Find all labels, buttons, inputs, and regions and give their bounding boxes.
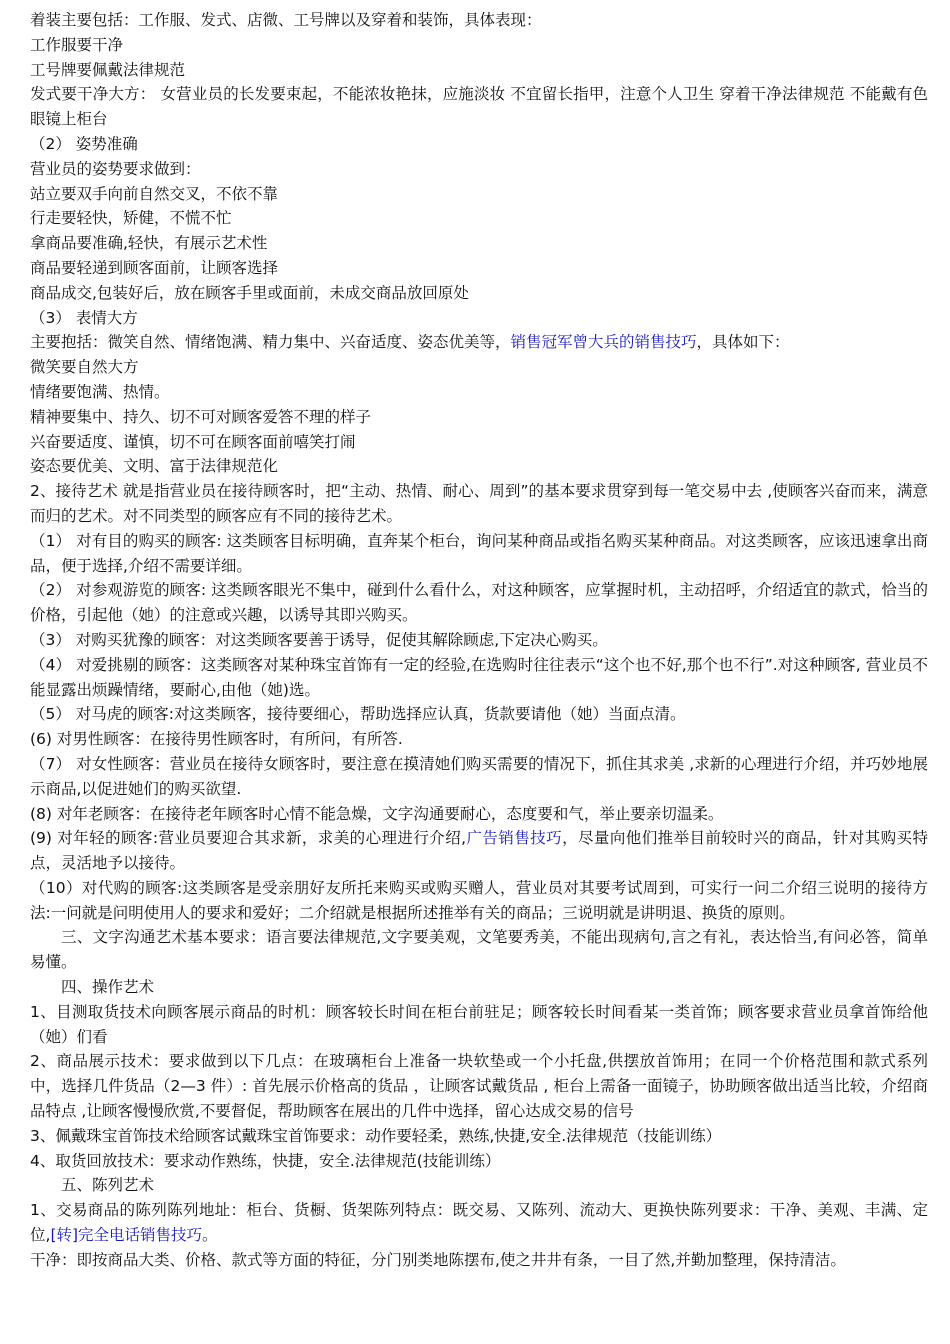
paragraph — [30, 752, 928, 802]
paragraph-text: (9) 对年轻的顾客:营业员要迎合其求新，求美的心理进行介绍, — [30, 829, 467, 848]
paragraph — [30, 454, 928, 479]
paragraph-text: 情绪要饱满、热情。 — [30, 382, 170, 401]
paragraph — [30, 529, 928, 579]
paragraph-text: 五、陈列艺术 — [61, 1176, 155, 1195]
paragraph — [30, 132, 928, 157]
paragraph-text: （4） 对爱挑剔的顾客：这类顾客对某种珠宝首饰有一定的经验,在选购时往往表示“这个也不好,那个也不行”.对这种顾客, 营业员不能显露出烦躁情绪，要耐心,由他（她)选。 — [30, 655, 928, 699]
paragraph-text: 4、取货回放技术：要求动作熟练，快捷，安全.法律规范(技能训练） — [30, 1151, 501, 1170]
paragraph-text: （10）对代购的顾客:这类顾客是受亲朋好友所托来购买或购买赠人，营业员对其要考试周到，可实行一问二介绍三说明的接待方法:一问就是问明使用人的要求和爱好；二介绍就是根据所述推举有关的商品；三说明就是讲明退、换货的原则。 — [30, 878, 928, 922]
paragraph — [30, 58, 928, 83]
paragraph — [30, 405, 928, 430]
paragraph-text: 拿商品要准确,轻快，有展示艺术性 — [30, 234, 268, 253]
paragraph — [30, 281, 928, 306]
paragraph — [30, 826, 928, 876]
paragraph — [30, 975, 928, 1000]
paragraph-text: (8) 对年老顾客：在接待老年顾客时心情不能急燥，文字沟通要耐心，态度要和气，举止要亲切温柔。 — [30, 804, 724, 823]
paragraph — [30, 1000, 928, 1050]
paragraph — [30, 182, 928, 207]
paragraph — [30, 727, 928, 752]
inline-link[interactable]: [转]完全电话销售技巧 — [50, 1226, 203, 1245]
paragraph-text: 营业员的姿势要求做到： — [30, 159, 201, 178]
paragraph-text: 微笑要自然大方 — [30, 358, 139, 377]
paragraph-text: ，尽量向他们推举目前较时兴的商品，针对其购买特点，灵活地予以接待。 — [30, 829, 928, 873]
paragraph-text: 精神要集中、持久、切不可对顾客爱答不理的样子 — [30, 407, 372, 426]
paragraph-text: 。 — [202, 1226, 218, 1245]
document-page — [30, 8, 928, 1273]
paragraph-text: 1、交易商品的陈列陈列地址：柜台、货橱、货架陈列特点：既交易、又陈列、流动大、更换快陈列要求：干净、美观、丰满、定位, — [30, 1201, 928, 1245]
inline-link[interactable]: 销售冠军曾大兵的销售技巧 — [510, 333, 697, 352]
paragraph — [30, 876, 928, 926]
paragraph-text: （7） 对女性顾客：营业员在接待女顾客时，要注意在摸清她们购买需要的情况下，抓住其求美 ,求新的心理进行介绍，并巧妙地展示商品,以促进她们的购买欲望. — [30, 754, 928, 798]
paragraph — [30, 355, 928, 380]
paragraph — [30, 802, 928, 827]
paragraph-text: 四、操作艺术 — [61, 978, 155, 997]
paragraph — [30, 1049, 928, 1123]
paragraph-text: 行走要轻快，矫健，不慌不忙 — [30, 209, 232, 228]
paragraph — [30, 702, 928, 727]
paragraph-text: （3） 对购买犹豫的顾客：对这类顾客要善于诱导，促使其解除顾虑,下定决心购买。 — [30, 630, 608, 649]
paragraph-text: 2、接待艺术 就是指营业员在接待顾客时，把“主动、热情、耐心、周到”的基本要求贯穿到每一笔交易中去 ,使顾客兴奋而来，满意而归的艺术。对不同类型的顾客应有不同的接待艺术。 — [30, 482, 928, 525]
paragraph — [30, 231, 928, 256]
paragraph — [30, 256, 928, 281]
paragraph-text: （2） 对参观游览的顾客: 这类顾客眼光不集中，碰到什么看什么，对这种顾客，应掌握时机，主动招呼，介绍适宜的款式，恰当的价格，引起他（她）的注意或兴趣，以诱导其即兴购买。 — [30, 581, 928, 625]
paragraph — [30, 1149, 928, 1174]
paragraph-text: (6) 对男性顾客：在接待男性顾客时，有所问，有所答. — [30, 730, 403, 749]
paragraph — [30, 578, 928, 628]
paragraph-text: （3） 表情大方 — [30, 308, 138, 327]
paragraph — [30, 157, 928, 182]
paragraph — [30, 653, 928, 703]
paragraph — [30, 206, 928, 231]
paragraph — [30, 628, 928, 653]
paragraph-text: 2、商品展示技术：要求做到以下几点：在玻璃柜台上准备一块软垫或一个小托盘,供摆放首饰用；在同一个价格范围和款式系列中，选择几件货品（2—3 件）: 首先展示价格高的货品 ，让顾客试戴货品 , 柜台上需备一面镜子，协助顾客做出适当比较，介绍商品特点 ,让顾客慢慢欣赏,不要督促，帮助顾客在展出的几件中选择，留心达成交易的信号 — [30, 1052, 928, 1121]
paragraph-text: 着装主要包括：工作服、发式、店微、工号牌以及穿着和装饰，具体表现： — [30, 11, 542, 29]
inline-link[interactable]: 广告销售技巧 — [466, 829, 563, 848]
paragraph-text: （1） 对有目的购买的顾客: 这类顾客目标明确，直奔某个柜台，询问某种商品或指名购买某种商品。对这类顾客，应该迅速拿出商品，便于选择,介绍不需要详细。 — [30, 531, 928, 575]
paragraph — [30, 8, 928, 33]
paragraph-text: 商品要轻递到顾客面前，让顾客选择 — [30, 258, 279, 277]
paragraph-text: 站立要双手向前自然交叉，不依不靠 — [30, 184, 279, 203]
paragraph-text: 发式要干净大方： 女营业员的长发要束起，不能浓妆艳抹，应施淡妆 不宜留长指甲，注意个人卫生 穿着干净法律规范 不能戴有色眼镜上柜台 — [30, 85, 928, 129]
paragraph — [30, 1198, 928, 1248]
paragraph — [30, 925, 928, 975]
paragraph-text: 工号牌要佩戴法律规范 — [30, 60, 186, 79]
paragraph-text: 商品成交,包装好后，放在顾客手里或面前，未成交商品放回原处 — [30, 283, 469, 302]
paragraph-text: 主要抱括：微笑自然、情绪饱满、精力集中、兴奋适度、姿态优美等， — [30, 333, 511, 352]
paragraph-text: ，具体如下： — [696, 333, 790, 352]
paragraph-text: 兴奋要适度、谨慎，切不可在顾客面前嘻笑打闹 — [30, 432, 356, 451]
paragraph — [30, 380, 928, 405]
paragraph — [30, 430, 928, 455]
paragraph — [30, 1173, 928, 1198]
paragraph — [30, 479, 928, 529]
paragraph — [30, 82, 928, 132]
paragraph-text: 三、文字沟通艺术基本要求：语言要法律规范,文字要美观，文笔要秀美，不能出现病句,言之有礼，表达恰当,有问必答，简单易懂。 — [30, 928, 928, 972]
paragraph-text: （2） 姿势准确 — [30, 134, 138, 153]
paragraph — [30, 306, 928, 331]
paragraph-text: 干净：即按商品大类、价格、款式等方面的特征，分门别类地陈摆布,使之井井有条，一目了然,并勤加整理，保持清洁。 — [30, 1250, 846, 1269]
paragraph — [30, 1124, 928, 1149]
paragraph-text: 1、目测取货技术向顾客展示商品的时机：顾客较长时间在柜台前驻足；顾客较长时间看某一类首饰；顾客要求营业员拿首饰给他（她）们看 — [30, 1002, 928, 1046]
paragraph — [30, 33, 928, 58]
paragraph-text: 工作服要干净 — [30, 35, 124, 54]
paragraph-text: 姿态要优美、文明、富于法律规范化 — [30, 457, 279, 476]
paragraph — [30, 330, 928, 355]
paragraph-text: 3、佩戴珠宝首饰技术给顾客试戴珠宝首饰要求：动作要轻柔，熟练,快捷,安全.法律规范（技能训练） — [30, 1126, 722, 1145]
paragraph — [30, 1248, 928, 1273]
paragraph-text: （5） 对马虎的顾客:对这类顾客，接待要细心，帮助选择应认真，货款要请他（她）当面点清。 — [30, 705, 686, 724]
